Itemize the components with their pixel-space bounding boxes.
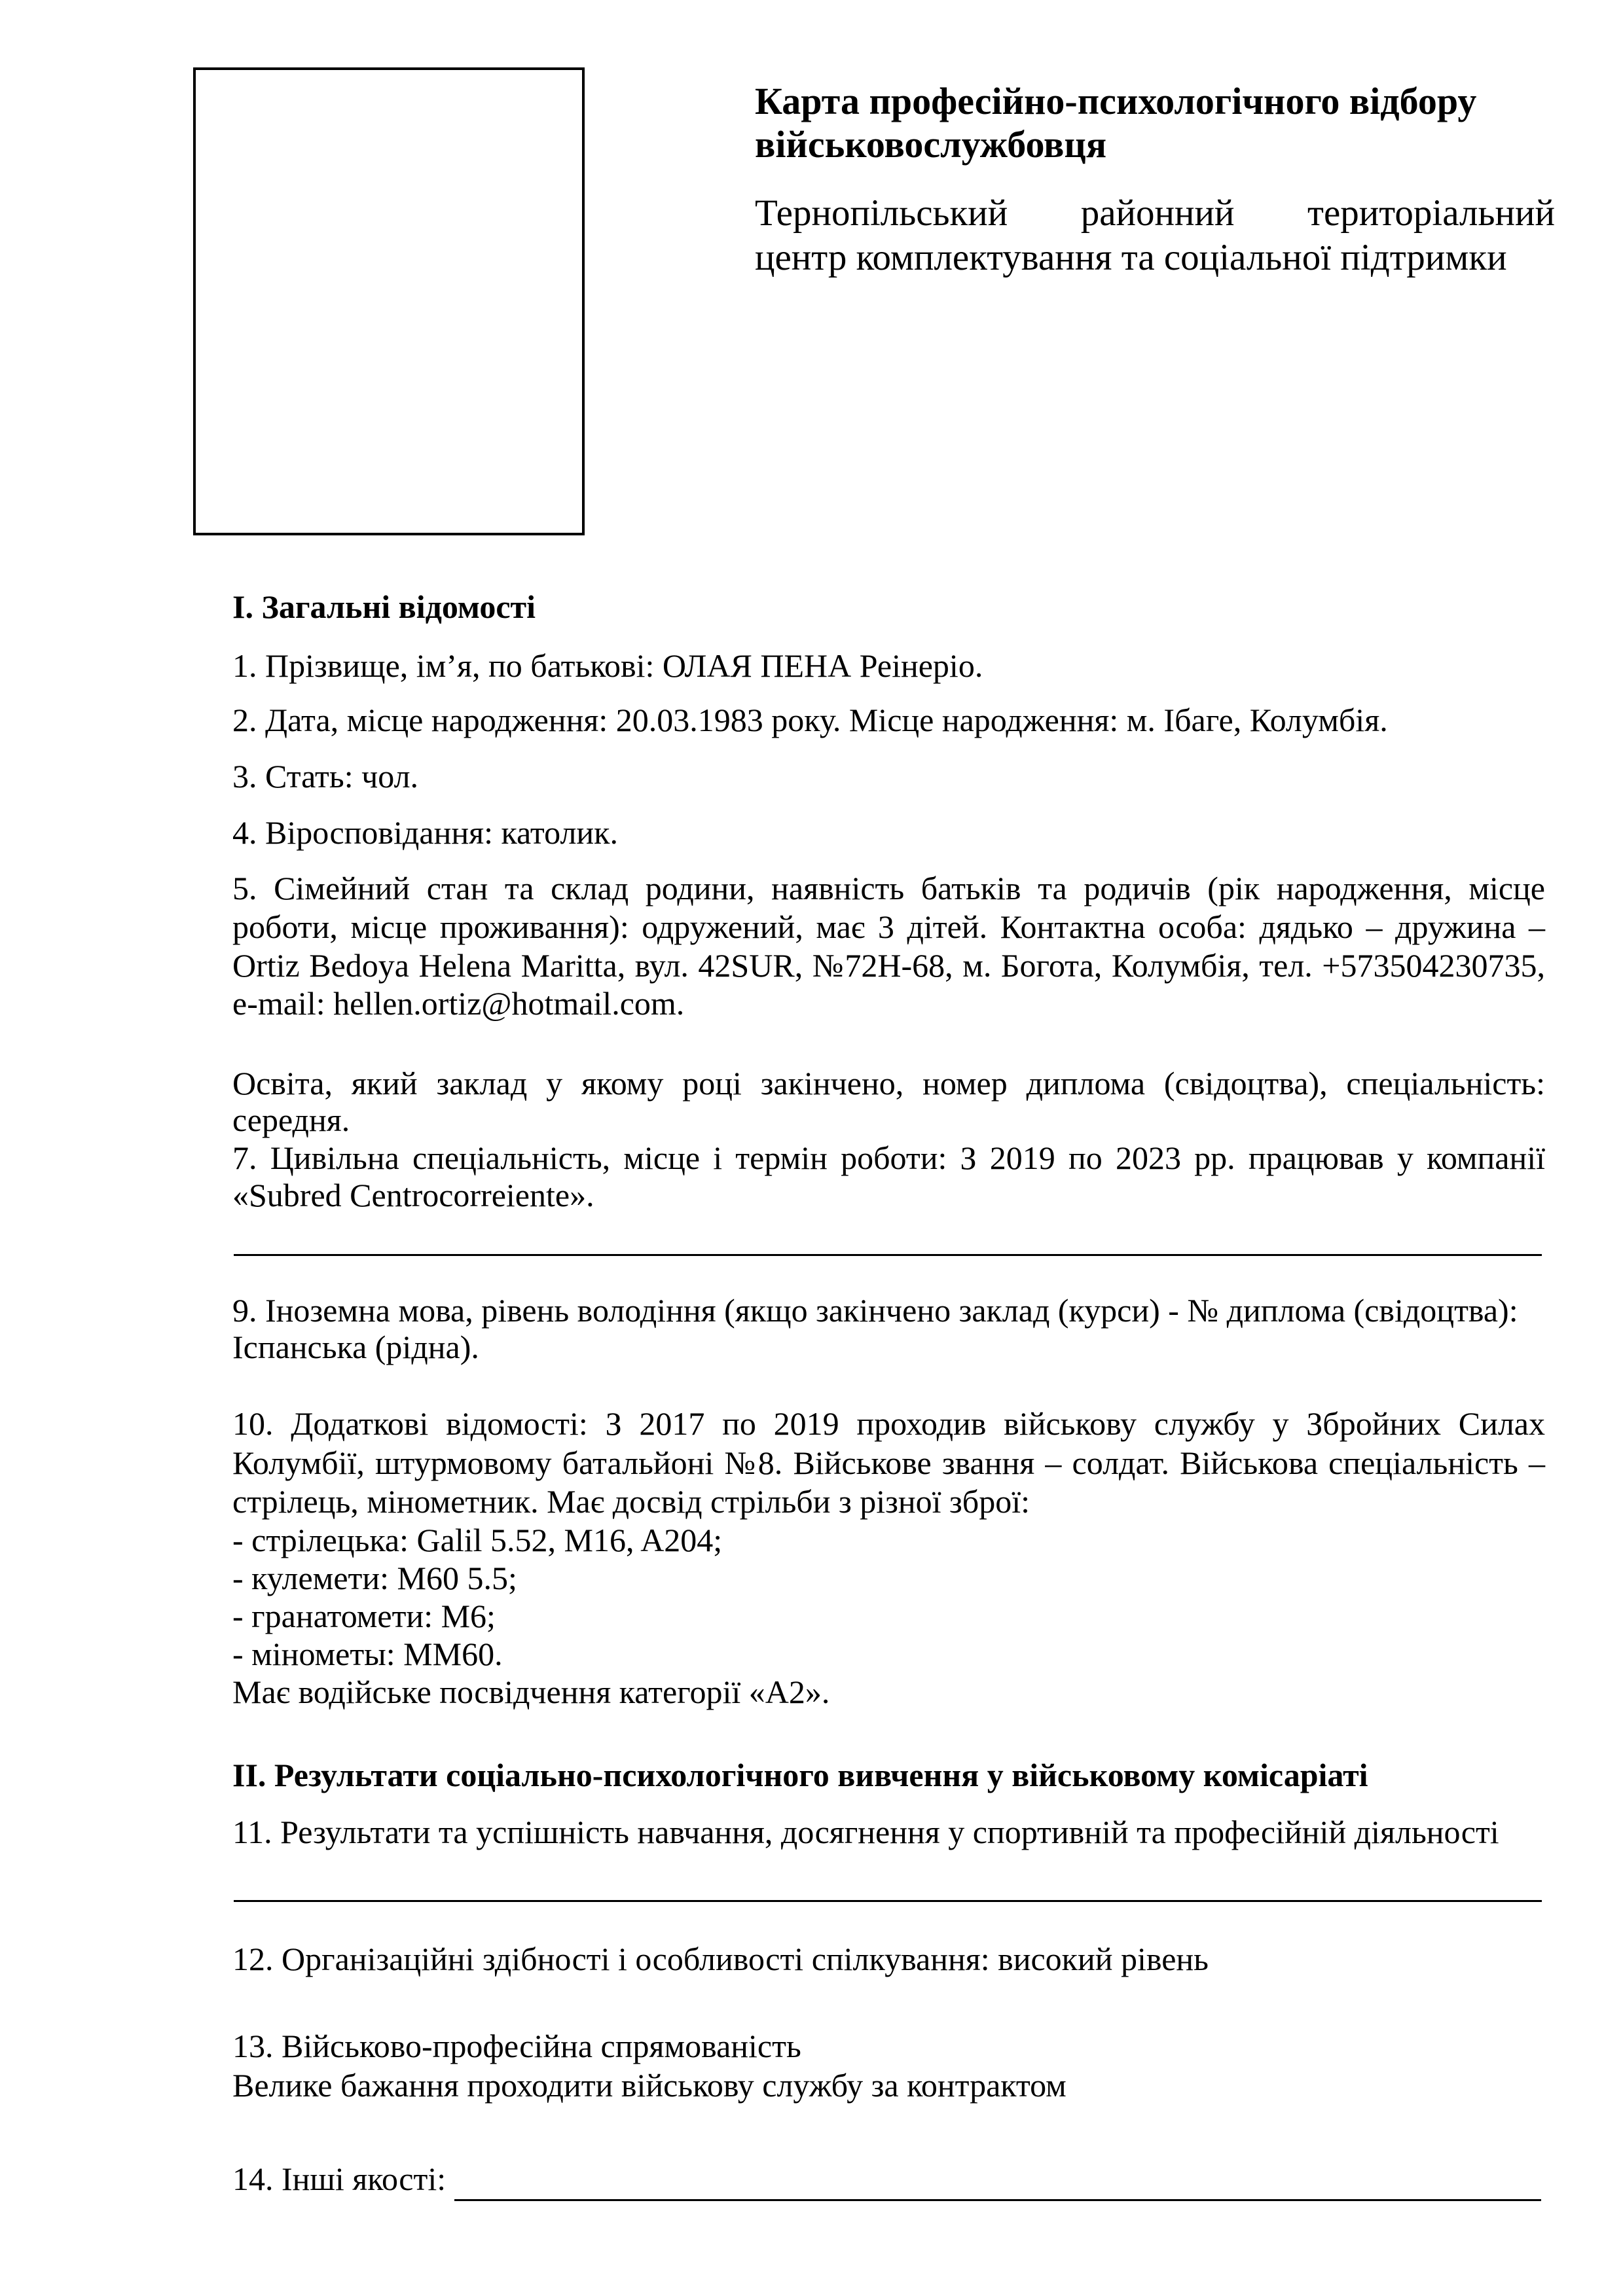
foreign-language-line-2: Іспанська (рідна). [232, 1329, 479, 1365]
weapon-list-mortars: - мінометы: MM60. [232, 1636, 503, 1672]
field-organizational-abilities: 12. Організаційні здібності і особливості спілкування: високий рівень [232, 1941, 1209, 1977]
document-title [755, 80, 1560, 166]
education-line-1: Освіта, який заклад у якому році закінчено, номер диплома (свідоцтва), спеціальність: [232, 1065, 1545, 1102]
weapon-list-machine-guns: - кулемети: M60 5.5; [232, 1560, 517, 1596]
additional-line-1: 10. Додаткові відомості: З 2017 по 2019 проходив військову службу у Збройних Силах [232, 1405, 1545, 1442]
section-2-heading: II. Результати соціально-психологічного вивчення у військовому комісаріаті [232, 1757, 1368, 1793]
field-religion: 4. Віросповідання: католик. [232, 814, 618, 851]
field-full-name: 1. Прізвище, ім’я, по батькові: ОЛАЯ ПЕНА Реінеріо. [232, 647, 983, 684]
photo-placeholder-box [193, 67, 585, 535]
title-line-2: військовослужбовця [755, 123, 1107, 166]
education-line-2: середня. [232, 1102, 350, 1138]
civil-specialty-line-1: 7. Цивільна спеціальність, місце і термін роботи: З 2019 по 2023 рр. працював у компанії [232, 1139, 1545, 1176]
field-military-orientation-value: Велике бажання проходити військову службу за контрактом [232, 2067, 1067, 2104]
other-qualities-blank-line [454, 2199, 1541, 2201]
blank-line-item-11 [234, 1900, 1542, 1902]
family-line-4: e-mail: hellen.ortiz@hotmail.com. [232, 985, 685, 1022]
family-line-3: Ortiz Bedoya Helena Maritta, вул. 42SUR, №72H-68, м. Богота, Колумбія, тел. +573504230735, [232, 947, 1545, 984]
organization-line-1: Тернопільський районний територіальний [755, 192, 1555, 234]
additional-line-3: стрілець, мінометник. Має досвід стрільби з різної зброї: [232, 1483, 1030, 1520]
additional-line-2: Колумбії, штурмовому батальйоні №8. Військове звання – солдат. Військова спеціальність – [232, 1444, 1545, 1481]
civil-specialty-line-2: «Subred Centrocorreiente». [232, 1177, 594, 1213]
field-birth-date-place: 2. Дата, місце народження: 20.03.1983 року. Місце народження: м. Ібаге, Колумбія. [232, 702, 1388, 738]
weapon-list-rifles: - стрілецька: Galil 5.52, M16, A204; [232, 1522, 723, 1558]
title-line-1: Карта професійно-психологічного відбору [755, 80, 1477, 122]
weapon-list-grenade-launchers: - гранатомети: M6; [232, 1598, 496, 1634]
section-1-heading: I. Загальні відомості [232, 588, 536, 625]
field-sex: 3. Стать: чол. [232, 758, 419, 795]
organization-line-2: центр комплектування та соціальної підтримки [755, 237, 1507, 278]
field-education-results: 11. Результати та успішність навчання, досягнення у спортивній та професійній діяльності [232, 1814, 1499, 1850]
foreign-language-line-1: 9. Іноземна мова, рівень володіння (якщо закінчено заклад (курси) - № диплома (свідоцтва): [232, 1292, 1518, 1329]
organization-name [755, 191, 1555, 280]
driver-license-info: Має водійське посвідчення категорії «А2». [232, 1674, 830, 1710]
field-military-orientation-label: 13. Військово-професійна спрямованість [232, 2028, 801, 2064]
blank-line-item-8 [234, 1254, 1542, 1256]
family-line-1: 5. Сімейний стан та склад родини, наявність батьків та родичів (рік народження, місце [232, 870, 1545, 906]
family-line-2: роботи, місце проживання): одружений, має 3 дітей. Контактна особа: дядько – дружина – [232, 908, 1545, 945]
field-other-qualities-label: 14. Інші якості: [232, 2161, 447, 2197]
